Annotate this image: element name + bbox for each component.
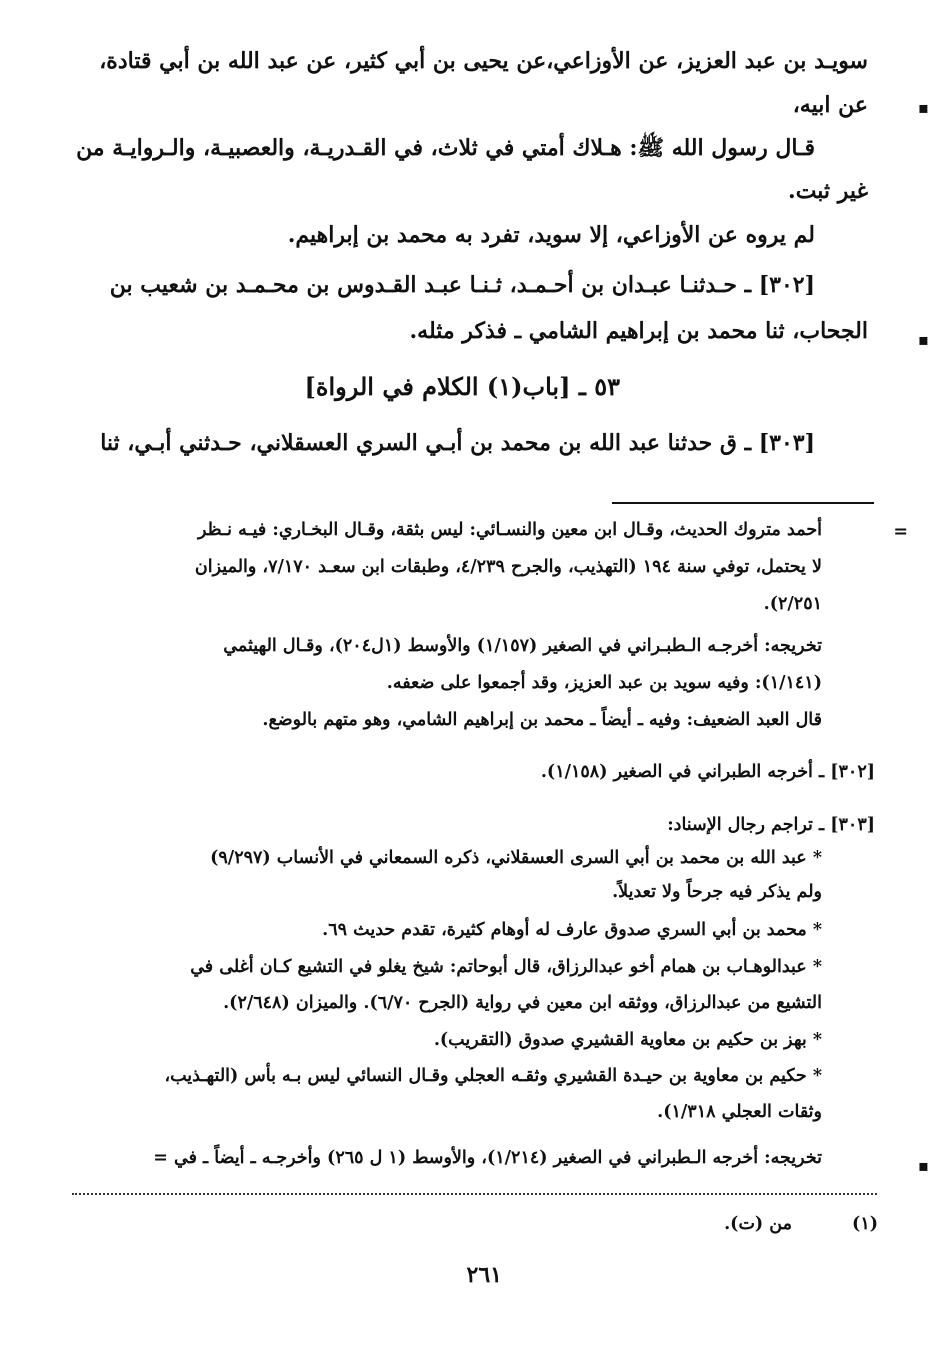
footnote-line: [٣٠٣] ـ تراجم رجال الإسناد: [667, 815, 875, 835]
margin-dot: ▪ [918, 330, 929, 349]
footnote-line: * عبد الله بن محمد بن أبي السرى العسقلاني، ذكره السمعاني في الأنساب (٩/٢٩٧) [210, 848, 822, 868]
main-line-8: [٣٠٣] ـ ق حدثنا عبد الله بن محمد بن أبـي السري العسقلاني، حـدثني أبـي، ثنا [100, 430, 815, 456]
footnote-line: ولم يذكر فيه جرحاً ولا تعديلاً. [612, 882, 822, 902]
main-line-7: الجحاب، ثنا محمد بن إبراهيم الشامي ـ فذكر مثله. [409, 318, 868, 344]
margin-dot: ▪ [918, 1156, 929, 1175]
main-line-4: غير ثبت. [788, 178, 868, 204]
footnote-line: (١/١٤١): وفيه سويد بن عبد العزيز، وقد أجمعوا على ضعفه. [386, 673, 822, 693]
page-number: ٢٦١ [466, 1262, 502, 1288]
footnote-line: التشيع من عبدالرزاق، ووثقه ابن معين في رواية (الجرح ٦/٧٠). والميزان (٢/٦٤٨). [223, 993, 822, 1013]
chapter-heading: ٥٣ ـ [باب(١) الكلام في الرواة] [304, 372, 620, 401]
main-line-1: سويـد بن عبد العزيز، عن الأوزاعي،عن يحيى بن أبي كثير، عن عبد الله بن أبي قتادة، [99, 48, 868, 74]
footnote-line: وثقات العجلي ١/٣١٨). [657, 1102, 822, 1122]
footnote-line: * حكيم بن معاوية بن حيـدة القشيري وثقـه العجلي وقـال النسائي ليس بـه بأس (التهـذيب، [164, 1066, 822, 1086]
footnote-separator [612, 502, 874, 504]
main-line-6: [٣٠٢] ـ حـدثنـا عبـدان بن أحـمـد، ثـنـا عبـد القـدوس بن محـمـد بن شعيب بن [109, 272, 815, 298]
main-line-2: عن ابيه، [792, 92, 868, 118]
footnote-line: ٢/٢٥١). [763, 594, 822, 614]
footnote-line: أحمد متروك الحديث، وقـال ابن معين والنسـائي: ليس بثقة، وقـال البخـاري: فيـه نـظر [198, 520, 822, 540]
continuation-mark: = [893, 522, 908, 542]
footnote-line: تخريجه: أخرجه الـطبراني في الصغير (١/٢١٤)، والأوسط (١ ل ٢٦٥) وأخرجـه ـ أيضاً ـ في = [153, 1148, 822, 1168]
footnote-line: [٣٠٢] ـ أخرجه الطبراني في الصغير (١/١٥٨). [540, 762, 875, 782]
footnote-line: قال العبد الضعيف: وفيه ـ أيضاً ـ محمد بن إبراهيم الشامي، وهو متهم بالوضع. [262, 710, 822, 730]
margin-dot: ▪ [918, 98, 929, 117]
footnote-line: لا يحتمل، توفي سنة ١٩٤ (التهذيب، والجرح ٤/٢٣٩، وطبقات ابن سعـد ٧/١٧٠، والميزان [194, 557, 822, 577]
footnote-line: * محمد بن أبي السري صدوق عارف له أوهام كثيرة، تقدم حديث ٦٩. [322, 920, 822, 940]
note-number: (١) [852, 1214, 878, 1234]
note-text: من (ت). [724, 1214, 792, 1234]
note-separator [72, 1193, 877, 1195]
footnote-line: * عبدالوهـاب بن همام أخو عبدالرزاق، قال أبوحاتم: شيخ يغلو في التشيع كـان أغلى في [190, 957, 822, 977]
main-line-5: لم يروه عن الأوزاعي، إلا سويد، تفرد به محمد بن إبراهيم. [287, 222, 815, 248]
main-line-3: قـال رسول الله ﷺ: هـلاك أمتي في ثلاث، في القـدريـة، والعصبيـة، والـروايـة من [76, 135, 815, 161]
footnote-line: تخريجه: أخرجـه الـطبـراني في الصغير (١/١٥٧) والأوسط (١ل٢٠٤)، وقـال الهيثمي [223, 636, 822, 656]
footnote-line: * بهز بن حكيم بن معاوية القشيري صدوق (التقريب). [433, 1030, 822, 1050]
